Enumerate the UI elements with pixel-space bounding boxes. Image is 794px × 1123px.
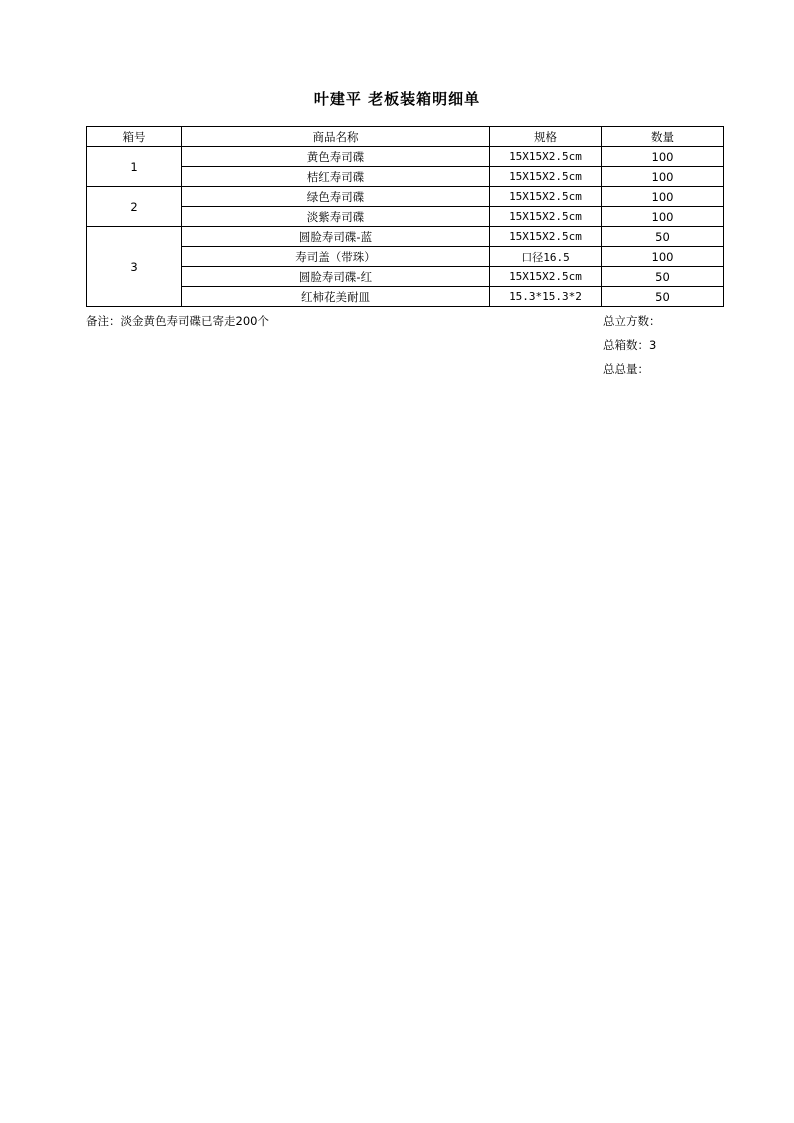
quantity-cell: 50 bbox=[602, 287, 724, 307]
box-number-cell: 3 bbox=[87, 227, 182, 307]
table-row bbox=[87, 287, 724, 307]
table-row bbox=[87, 247, 724, 267]
total-boxes-value: 3 bbox=[649, 338, 657, 352]
table-header-row bbox=[87, 127, 724, 147]
spec-cell: 15X15X2.5cm bbox=[490, 207, 602, 227]
product-name-cell: 绿色寿司碟 bbox=[182, 187, 490, 207]
quantity-cell: 50 bbox=[602, 267, 724, 287]
total-volume bbox=[603, 309, 661, 333]
spec-cell: 15X15X2.5cm bbox=[490, 147, 602, 167]
spec-cell: 15X15X2.5cm bbox=[490, 227, 602, 247]
box-number-cell: 1 bbox=[87, 147, 182, 187]
product-name-cell: 黄色寿司碟 bbox=[182, 147, 490, 167]
header-box-no: 箱号 bbox=[87, 127, 182, 147]
table-row bbox=[87, 147, 724, 167]
product-name-cell: 圆脸寿司碟-红 bbox=[182, 267, 490, 287]
total-boxes-label: 总箱数： bbox=[603, 338, 649, 352]
spec-cell: 口径16.5 bbox=[490, 247, 602, 267]
quantity-cell: 50 bbox=[602, 227, 724, 247]
header-spec: 规格 bbox=[490, 127, 602, 147]
spec-cell: 15X15X2.5cm bbox=[490, 167, 602, 187]
table-row bbox=[87, 227, 724, 247]
product-name-cell: 寿司盖（带珠） bbox=[182, 247, 490, 267]
spec-cell: 15X15X2.5cm bbox=[490, 187, 602, 207]
quantity-cell: 100 bbox=[602, 167, 724, 187]
page-title: 叶建平 老板装箱明细单 bbox=[313, 90, 481, 108]
product-name-cell: 红柿花美耐皿 bbox=[182, 287, 490, 307]
spec-cell: 15.3*15.3*2 bbox=[490, 287, 602, 307]
product-name-cell: 淡紫寿司碟 bbox=[182, 207, 490, 227]
quantity-cell: 100 bbox=[602, 207, 724, 227]
table-row bbox=[87, 187, 724, 207]
box-number-cell: 2 bbox=[87, 187, 182, 227]
spec-cell: 15X15X2.5cm bbox=[490, 267, 602, 287]
table-row bbox=[87, 167, 724, 187]
header-product-name: 商品名称 bbox=[182, 127, 490, 147]
quantity-cell: 100 bbox=[602, 147, 724, 167]
table-row bbox=[87, 267, 724, 287]
quantity-cell: 100 bbox=[602, 187, 724, 207]
product-name-cell: 桔红寿司碟 bbox=[182, 167, 490, 187]
product-name-cell: 圆脸寿司碟-蓝 bbox=[182, 227, 490, 247]
total-volume-label: 总立方数： bbox=[603, 314, 661, 328]
table-row bbox=[87, 207, 724, 227]
totals-block bbox=[603, 309, 661, 381]
remark-note: 备注：淡金黄色寿司碟已寄走200个 bbox=[86, 314, 269, 328]
packing-table bbox=[86, 126, 724, 307]
quantity-cell: 100 bbox=[602, 247, 724, 267]
total-boxes bbox=[603, 333, 661, 357]
header-quantity: 数量 bbox=[602, 127, 724, 147]
total-weight bbox=[603, 357, 661, 381]
total-weight-label: 总总量： bbox=[603, 362, 649, 376]
